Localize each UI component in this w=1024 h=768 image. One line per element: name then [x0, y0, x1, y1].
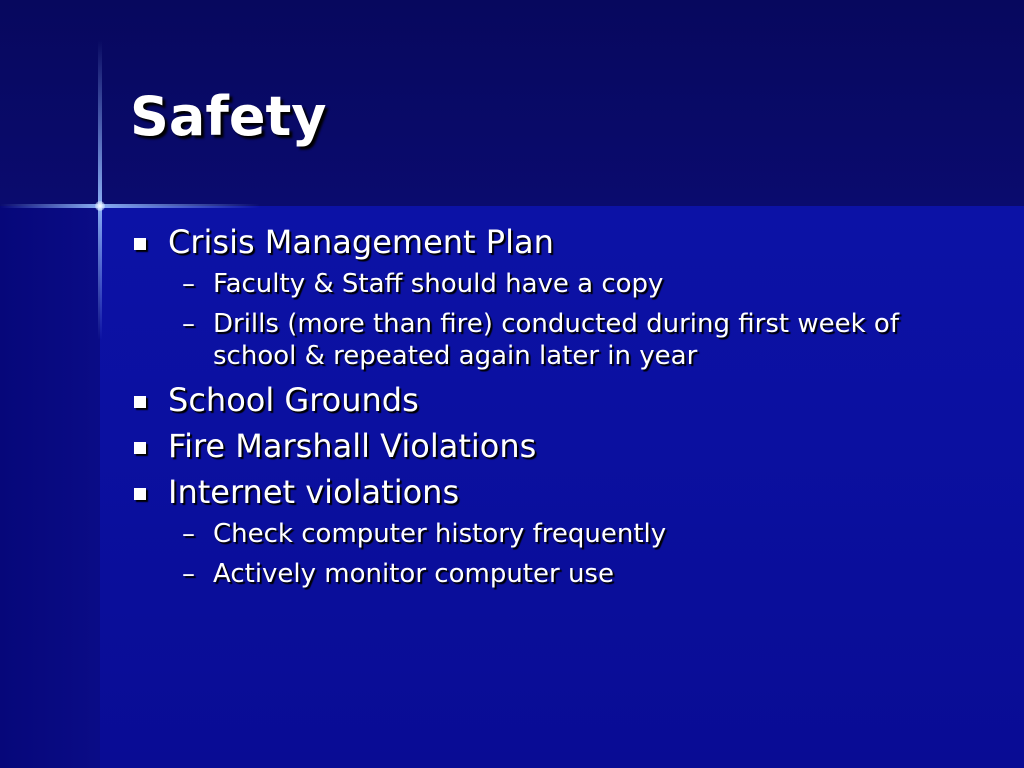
bullet-text: Crisis Management Plan — [168, 223, 554, 261]
sub-bullet-faculty-staff — [130, 268, 930, 300]
bullet-school-grounds — [130, 380, 930, 420]
dash-marker: – — [182, 559, 195, 589]
sub-bullet-text: Drills (more than fire) conducted during first week of school & repeated again later in year — [213, 309, 899, 371]
square-bullet-icon — [134, 396, 146, 408]
sub-bullet-drills — [130, 308, 930, 372]
bullet-crisis-management-plan — [130, 222, 930, 262]
sub-bullet-text: Check computer history frequently — [213, 519, 667, 549]
vertical-glow-line — [98, 40, 102, 340]
sub-bullet-text: Faculty & Staff should have a copy — [213, 269, 664, 299]
dash-marker: – — [182, 309, 195, 339]
sub-bullet-monitor-use — [130, 558, 930, 590]
sub-bullet-list — [130, 268, 930, 372]
slide-title: Safety — [130, 85, 327, 148]
bullet-internet-violations — [130, 472, 930, 512]
square-bullet-icon — [134, 238, 146, 250]
sparkle-icon — [95, 201, 105, 211]
sub-bullet-text: Actively monitor computer use — [213, 559, 614, 589]
square-bullet-icon — [134, 488, 146, 500]
sub-bullet-list — [130, 518, 930, 590]
dash-marker: – — [182, 269, 195, 299]
sub-bullet-check-history — [130, 518, 930, 550]
bullet-list — [130, 222, 930, 598]
horizontal-glow-line — [0, 204, 260, 208]
bullet-text: Internet violations — [168, 473, 460, 511]
bullet-fire-marshall-violations — [130, 426, 930, 466]
dash-marker: – — [182, 519, 195, 549]
left-band — [0, 206, 100, 768]
bullet-text: Fire Marshall Violations — [168, 427, 537, 465]
square-bullet-icon — [134, 442, 146, 454]
bullet-text: School Grounds — [168, 381, 419, 419]
